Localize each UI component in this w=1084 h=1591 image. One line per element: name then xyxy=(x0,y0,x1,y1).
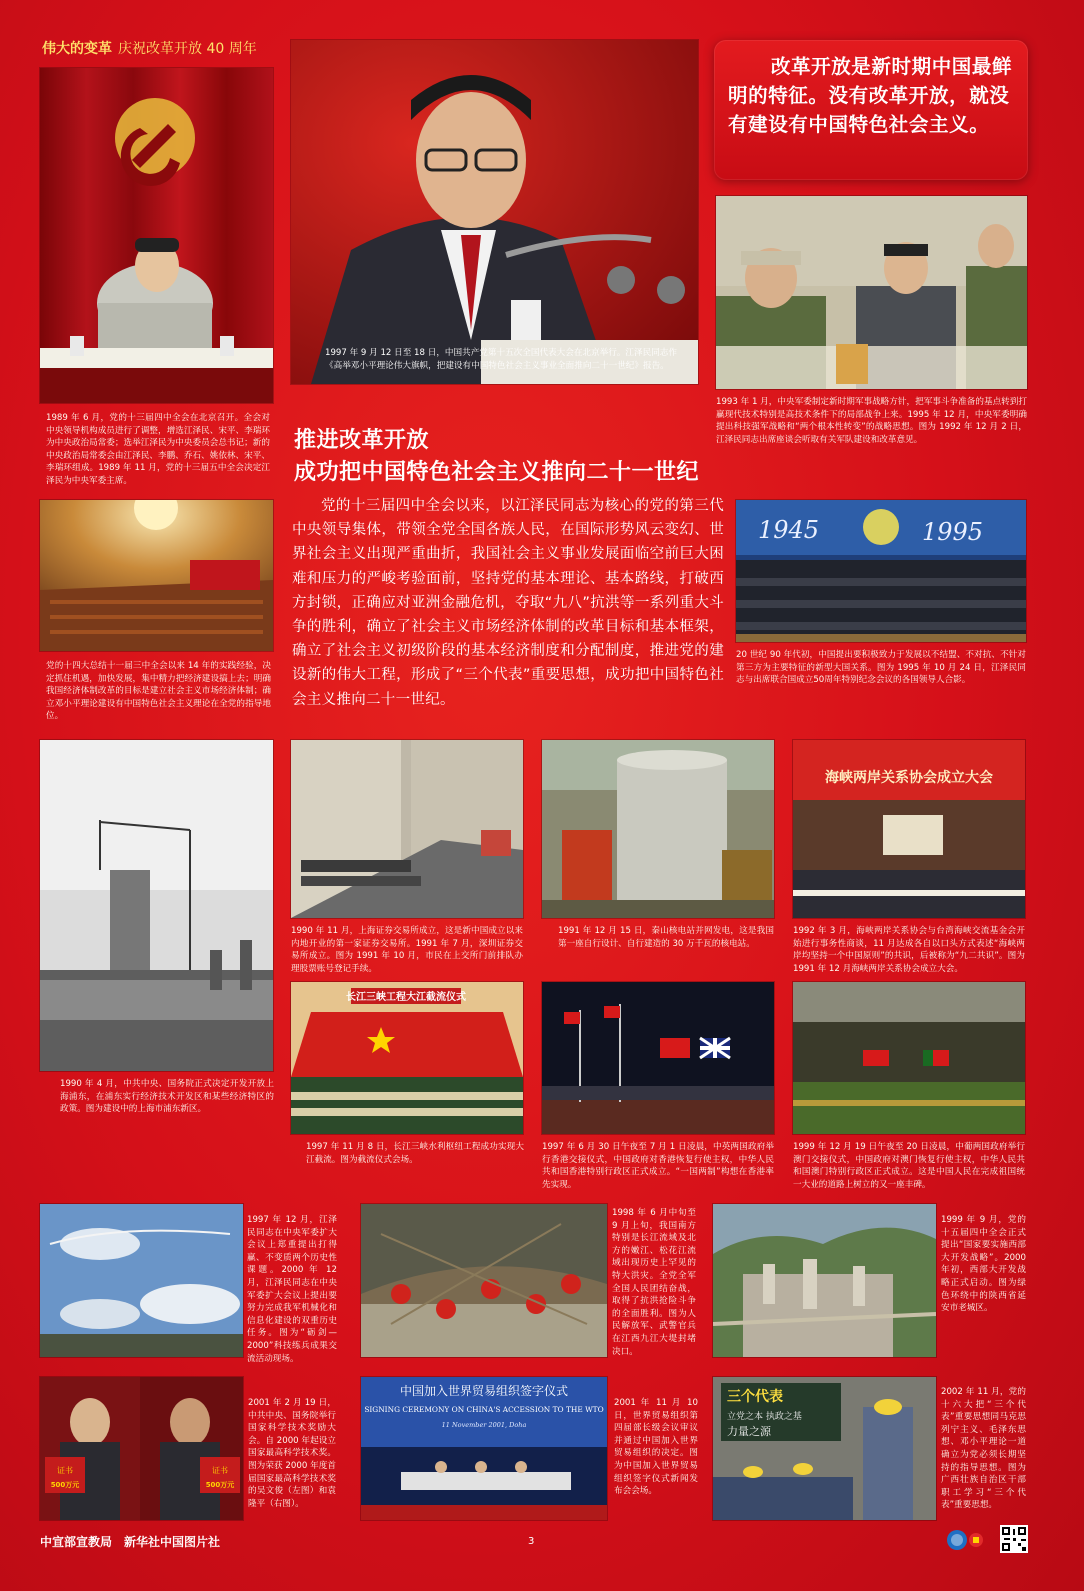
wto-date: 11 November 2001, Doha xyxy=(441,1421,527,1429)
page-header xyxy=(42,38,257,58)
caption-1999-macao: 1999 年 12 月 19 日午夜至 20 日凌晨，中葡两国政府举行澳门交接仪式，中国政府对澳门恢复行使主权，中华人民共和国澳门特别行政区正式成立。这是中国人民在完成祖国统一大业的道路上树立的又一座丰碑。 xyxy=(793,1142,1025,1190)
board-title: 三个代表 xyxy=(727,1389,783,1405)
qr-code-icon xyxy=(1000,1525,1028,1553)
series-title: 伟大的变革 xyxy=(42,41,112,57)
section-title-line2: 成功把中国特色社会主义推向二十一世纪 xyxy=(294,459,700,485)
caption-1989: 1989 年 6 月，党的十三届四中全会在北京召开。全会对中央领导机构成员进行了调整，增选江泽民、宋平、李瑞环为中央政治局常委；选举江泽民为中央委员会总书记；新的中央政治局常委会由江泽民、李鹏、乔石、姚依林、宋平、李瑞环组成。1989 年 11 月，党的十三届五中全会决定江泽民为中央军委主席。 xyxy=(46,413,270,486)
caption-1991-qinshan: 1991 年 12 月 15 日，秦山核电站并网发电，这是我国第一座自行设计、自行建造的 30 万千瓦的核电站。 xyxy=(558,926,774,949)
caption-1997-hk: 1997 年 6 月 30 日午夜至 7 月 1 日凌晨，中英两国政府举行香港交接仪式，中国政府对香港恢复行使主权，中华人民共和国香港特别行政区正式成立。“一国两制”构想在香港率先实现。 xyxy=(542,1142,774,1190)
caption-1993: 1993 年 1 月，中央军委制定新时期军事战略方针，把军事斗争准备的基点转到打赢现代技术特别是高技术条件下的局部战争上来。1995 年 12 月，中央军委明确提出科技强军战略和“两个根本性转变”的战略思想。图为 1992 年 12 月 2 日，江泽民同志出席座谈会听取有关军队建设和改革意见。 xyxy=(716,397,1027,445)
section-title-line1: 推进改革开放 xyxy=(294,427,430,453)
photo-1997-hong-kong-handover xyxy=(542,982,774,1134)
cert-left-word: 证书 xyxy=(57,1466,73,1475)
section-title xyxy=(294,424,734,488)
caption-1995: 20 世纪 90 年代初，中国提出要积极致力于发展以不结盟、不对抗、不针对第三方为主要特征的新型大国关系。图为 1995 年 10 月 24 日，江泽民同志与出席联合国成立50周年特别纪念会议的各国领导人合影。 xyxy=(736,650,1026,686)
cert-right-amount: 500万元 xyxy=(205,1481,235,1489)
photo-1991-qinshan xyxy=(542,740,774,918)
caption-1998-flood: 1998 年 6 月中旬至 9 月上旬，我国南方特别是长江流域及北方的嫩江、松花江流域出现历史上罕见的特大洪灾。全党全军全国人民团结奋战，取得了抗洪抢险斗争的全面胜利。图为人民解放军、武警官兵在江西九江大堤封堵决口。 xyxy=(612,1208,696,1357)
photo-14th-congress-hall xyxy=(40,500,273,651)
photo-1989-plenary xyxy=(40,68,273,403)
photo-1990-pudong xyxy=(40,740,273,1071)
cert-right-word: 证书 xyxy=(212,1466,228,1475)
section-intro: 党的十三届四中全会以来，以江泽民同志为核心的党的第三代中央领导集体，带领全党全国各族人民，在国际形势风云变幻、世界社会主义出现严重曲折，我国社会主义事业发展面临空前巨大困难和压力的严峻考验面前，坚持党的基本理论、基本路线，打破西方封锁，正确应对亚洲金融危机，夺取“九八”抗洪等一系列重大斗争的胜利，确立了社会主义市场经济体制的改革目标和基本框架，确立了社会主义初级阶段的基本经济制度和分配制度，推进党的建设新的伟大工程，形成了“三个代表”重要思想，成功把中国特色社会主义推向二十一世纪。 xyxy=(292,498,724,708)
board-line2: 力量之源 xyxy=(727,1425,771,1438)
banner-year-1995: 1995 xyxy=(922,518,984,546)
photo-1991-strait-association xyxy=(793,740,1025,918)
series-subtitle: 庆祝改革开放 40 周年 xyxy=(118,41,257,57)
photo-1997-army-exercise xyxy=(40,1204,243,1357)
footer-publisher: 中宣部宣教局 新华社中国图片社 xyxy=(40,1535,221,1549)
three-gorges-banner: 长江三峡工程大江截流仪式 xyxy=(346,992,466,1003)
photo-1997-three-gorges xyxy=(291,982,523,1134)
photo-2002-three-represents xyxy=(713,1377,936,1520)
photo-1995-un-leaders xyxy=(736,500,1026,642)
board-line1: 立党之本 执政之基 xyxy=(727,1412,802,1422)
banner-year-1945: 1945 xyxy=(758,516,820,544)
caption-1997-three-gorges: 1997 年 11 月 8 日，长江三峡水利枢纽工程成功实现大江截流。图为截流仪式会场。 xyxy=(306,1142,524,1165)
caption-14th-congress: 党的十四大总结十一届三中全会以来 14 年的实践经验，决定抓住机遇，加快发展，集中精力把经济建设搞上去；明确我国经济体制改革的目标是建立社会主义市场经济体制；确立邓小平理论建设有中国特色社会主义理论在全党的指导地位。 xyxy=(46,661,271,722)
photo-1998-flood-fight xyxy=(361,1204,607,1357)
quote-text: 改革开放是新时期中国最鲜明的特征。没有改革开放，就没有建设有中国特色社会主义。 xyxy=(728,55,1013,136)
photo-1993-military-meeting xyxy=(716,196,1027,389)
photo-2001-science-award xyxy=(40,1377,243,1520)
quote-box xyxy=(714,40,1028,180)
caption-1992-strait: 1992 年 3 月，海峡两岸关系协会与台湾海峡交流基金会开始进行事务性商谈，11 月达成各自以口头方式表述“海峡两岸均坚持一个中国原则”的共识，后被称为“九二共识”。图为 1991 年 12 月海峡两岸关系协会成立大会。 xyxy=(793,926,1025,974)
caption-1997-army: 1997 年 12 月，江泽民同志在中央军委扩大会议上郑重提出打得赢、不变质两个历史性课题。2000 年 12 月，江泽民同志在中央军委扩大会议上提出要努力完成我军机械化和信息化建设的双重历史任务。图为“砺剑—2000”科技练兵成果交流活动现场。 xyxy=(247,1215,337,1364)
caption-2001-science: 2001 年 2 月 19 日，中共中央、国务院举行国家科学技术奖励大会。自 2000 年起设立国家最高科学技术奖。图为荣获 2000 年度首届国家最高科学技术奖的吴文俊（左图）和袁隆平（右图）。 xyxy=(248,1398,336,1509)
caption-2002: 2002 年 11 月，党的十六大把“三个代表”重要思想同马克思列宁主义、毛泽东思想、邓小平理论一道确立为党必须长期坚持的指导思想。图为广西壮族自治区干部职工学习“三个代表”重要思想。 xyxy=(941,1387,1026,1511)
photo-1997-congress-speech xyxy=(291,40,698,384)
logo-icon xyxy=(946,1527,990,1553)
caption-1990-stock: 1990 年 11 月，上海证券交易所成立，这是新中国成立以来内地开业的第一家证券交易所。1991 年 7 月，深圳证券交易所成立。图为 1991 年 10 月，市民在上交所门前排队办理股票账号登记手续。 xyxy=(291,926,523,974)
caption-1999-west: 1999 年 9 月，党的十五届四中全会正式提出“国家要实施西部大开发战略”。2000 年初，西部大开发战略正式启动。图为绿色环绕中的陕西省延安市老城区。 xyxy=(941,1215,1026,1314)
photo-1999-yanan xyxy=(713,1204,936,1357)
caption-2001-wto: 2001 年 11 月 10 日，世界贸易组织第四届部长级会议审议并通过中国加入世界贸易组织的决定。图为中国加入世界贸易组织签字仪式新闻发布会会场。 xyxy=(614,1398,698,1497)
cert-left-amount: 500万元 xyxy=(50,1481,80,1489)
wto-title-cn: 中国加入世界贸易组织签字仪式 xyxy=(399,1384,569,1398)
strait-banner-text: 海峡两岸关系协会成立大会 xyxy=(825,770,993,786)
photo-1999-macao-handover xyxy=(793,982,1025,1134)
photo-1990-stock-exchange xyxy=(291,740,523,918)
page-number: 3 xyxy=(528,1536,535,1547)
photo-2001-wto-ceremony xyxy=(361,1377,607,1520)
caption-1990-pudong: 1990 年 4 月，中共中央、国务院正式决定开发开放上海浦东，在浦东实行经济技术开发区和某些经济特区的政策。图为建设中的上海市浦东新区。 xyxy=(60,1079,274,1115)
wto-title-en: SIGNING CEREMONY ON CHINA'S ACCESSION TO THE WTO xyxy=(364,1405,604,1414)
caption-1997-congress: 1997 年 9 月 12 日至 18 日，中国共产党第十五次全国代表大会在北京举行。江泽民同志作《高举邓小平理论伟大旗帜，把建设有中国特色社会主义事业全面推向二十一世纪》报告。 xyxy=(325,348,677,371)
